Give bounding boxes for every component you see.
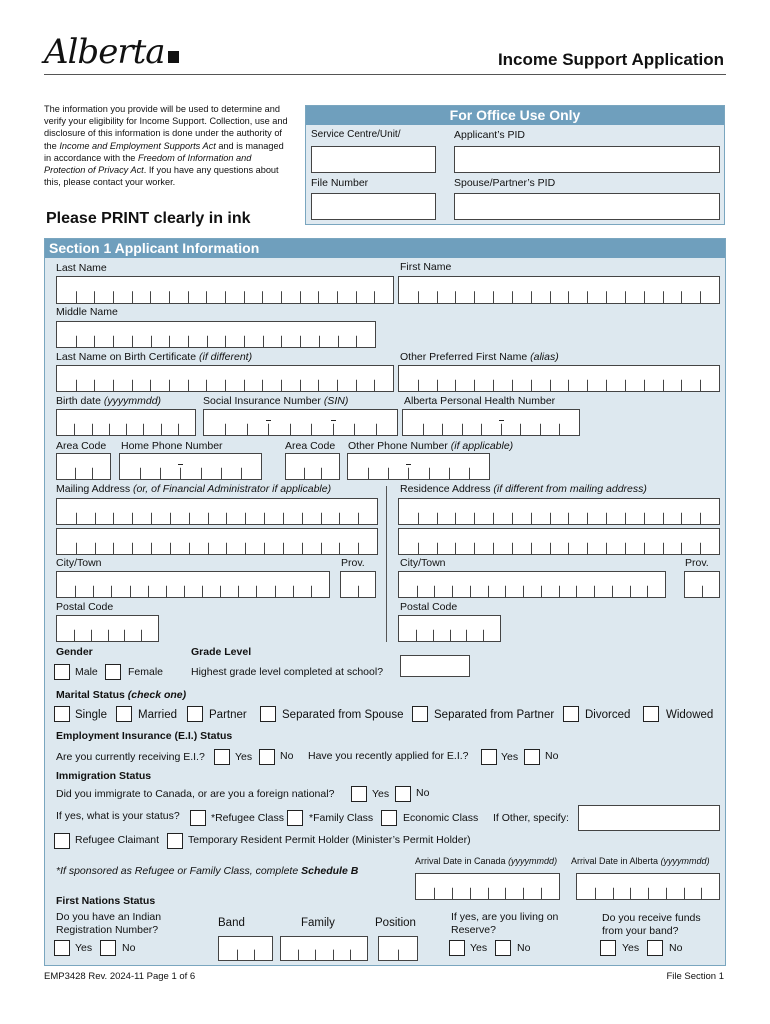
residence-address-label: Residence Address (if different from mailing address) xyxy=(400,483,647,495)
widowed-label: Widowed xyxy=(666,709,714,721)
divorced-checkbox[interactable] xyxy=(563,706,579,722)
health-number-label: Alberta Personal Health Number xyxy=(404,395,556,407)
preferred-name-field[interactable] xyxy=(398,365,720,392)
spouse-pid-field[interactable] xyxy=(454,193,720,220)
grade-question: Highest grade level completed at school? xyxy=(191,666,384,678)
comb-dividers xyxy=(399,277,719,303)
immigration-question: Did you immigrate to Canada, or are you a foreign national? xyxy=(56,788,335,800)
comb-dividers xyxy=(348,454,489,479)
refugee-class-label: *Refugee Class xyxy=(211,812,284,824)
applicant-pid-label: Applicant’s PID xyxy=(454,129,526,141)
sponsored-note: *If sponsored as Refugee or Family Class, complete Schedule B xyxy=(56,865,359,877)
mailing-address-line1[interactable] xyxy=(56,498,378,525)
funds-question-1: Do you receive funds xyxy=(602,912,701,924)
other-status-field[interactable] xyxy=(578,805,720,831)
immigration-status-label: Immigration Status xyxy=(56,770,152,782)
comb-dividers xyxy=(57,322,375,347)
partner-checkbox[interactable] xyxy=(187,706,203,722)
office-use-heading: For Office Use Only xyxy=(306,106,724,125)
refugee-class-checkbox[interactable] xyxy=(190,810,206,826)
other-area-code-field[interactable] xyxy=(285,453,340,480)
comb-dividers xyxy=(57,454,110,479)
reserve-question-2: Reserve? xyxy=(451,924,496,936)
comb-dividers xyxy=(286,454,339,479)
postal-left-label: Postal Code xyxy=(56,601,114,613)
comb-dividers xyxy=(57,572,329,597)
service-centre-label: Service Centre/Unit/ xyxy=(311,129,401,140)
widowed-checkbox[interactable] xyxy=(643,706,659,722)
comb-dividers xyxy=(399,499,719,524)
preferred-name-label: Other Preferred First Name (alias) xyxy=(400,351,559,363)
arrival-canada-label: Arrival Date in Canada (yyyymmdd) xyxy=(415,856,558,866)
divorced-label: Divorced xyxy=(585,709,631,721)
funds-question-2: from your band? xyxy=(602,925,679,937)
last-name-label: Last Name xyxy=(56,262,107,274)
prov-right-field[interactable] xyxy=(684,571,720,598)
female-checkbox[interactable] xyxy=(105,664,121,680)
birth-cert-name-field[interactable] xyxy=(56,365,394,392)
birth-date-label: Birth date (yyyymmdd) xyxy=(56,395,162,407)
file-section-label: File Section 1 xyxy=(666,971,724,982)
economic-class-checkbox[interactable] xyxy=(381,810,397,826)
comb-dividers xyxy=(403,410,579,435)
family-field[interactable] xyxy=(280,936,368,961)
applicant-pid-field[interactable] xyxy=(454,146,720,173)
female-label: Female xyxy=(128,666,164,678)
comb-dividers xyxy=(57,529,377,554)
reserve-question-1: If yes, are you living on xyxy=(451,911,559,923)
arrival-canada-field[interactable] xyxy=(415,873,560,900)
grade-level-field[interactable] xyxy=(400,655,470,677)
gender-label: Gender xyxy=(56,646,93,658)
separated-spouse-checkbox[interactable] xyxy=(260,706,276,722)
city-right-label: City/Town xyxy=(400,557,446,569)
separated-partner-label: Separated from Partner xyxy=(434,709,555,721)
temp-resident-label: Temporary Resident Permit Holder (Minister’s Permit Holder) xyxy=(188,834,471,846)
comb-dividers xyxy=(416,874,559,899)
comb-dividers xyxy=(57,410,195,435)
comb-dividers xyxy=(281,937,367,960)
ei-applied-yes-label: Yes xyxy=(501,751,519,763)
band-field[interactable] xyxy=(218,936,273,961)
male-label: Male xyxy=(75,666,98,678)
comb-dividers xyxy=(57,499,377,524)
indian-reg-yes-label: Yes xyxy=(75,942,93,954)
sin-label: Social Insurance Number (SIN) xyxy=(203,395,349,407)
ei-receiving-no-label: No xyxy=(280,750,294,762)
comb-dividers xyxy=(341,572,375,597)
section-applicant-information xyxy=(44,238,726,966)
refugee-claimant-label: Refugee Claimant xyxy=(75,834,160,846)
comb-dividers xyxy=(399,616,500,641)
comb-dividers xyxy=(120,454,261,479)
address-divider xyxy=(386,486,387,642)
band-label: Band xyxy=(218,917,245,929)
prov-left-field[interactable] xyxy=(340,571,376,598)
city-left-label: City/Town xyxy=(56,557,102,569)
funds-yes-checkbox[interactable] xyxy=(600,940,616,956)
city-left-field[interactable] xyxy=(56,571,330,598)
comb-dividers xyxy=(57,616,158,641)
home-phone-label: Home Phone Number xyxy=(121,440,223,452)
reserve-no-label: No xyxy=(517,942,531,954)
position-label: Position xyxy=(375,917,416,929)
grade-level-label: Grade Level xyxy=(191,646,252,658)
separated-partner-checkbox[interactable] xyxy=(412,706,428,722)
other-specify-label: If Other, specify: xyxy=(493,812,569,824)
comb-dividers xyxy=(57,366,393,391)
middle-name-field[interactable] xyxy=(56,321,376,348)
ei-applied-no-checkbox[interactable] xyxy=(524,749,540,765)
single-checkbox[interactable] xyxy=(54,706,70,722)
indian-reg-question-2: Registration Number? xyxy=(56,924,159,936)
comb-dividers xyxy=(685,572,719,597)
refugee-claimant-checkbox[interactable] xyxy=(54,833,70,849)
family-class-label: *Family Class xyxy=(309,812,374,824)
prov-left-label: Prov. xyxy=(341,557,365,569)
comb-dividers xyxy=(577,874,719,899)
file-number-field[interactable] xyxy=(311,193,436,220)
position-field[interactable] xyxy=(378,936,418,961)
health-number-field[interactable] xyxy=(402,409,580,436)
married-label: Married xyxy=(138,709,177,721)
spouse-pid-label: Spouse/Partner’s PID xyxy=(454,177,556,189)
ei-receiving-no-checkbox[interactable] xyxy=(259,749,275,765)
mailing-address-label: Mailing Address (or, of Financial Administrator if applicable) xyxy=(56,483,332,495)
home-phone-field[interactable] xyxy=(119,453,262,480)
section-1-heading: Section 1 Applicant Information xyxy=(45,239,725,258)
immigration-yes-checkbox[interactable] xyxy=(351,786,367,802)
alberta-logo: Alberta xyxy=(44,32,179,72)
family-class-checkbox[interactable] xyxy=(287,810,303,826)
first-nations-label: First Nations Status xyxy=(56,895,156,907)
reserve-no-checkbox[interactable] xyxy=(495,940,511,956)
service-centre-field[interactable] xyxy=(311,146,436,173)
first-name-label: First Name xyxy=(400,261,452,273)
comb-dividers xyxy=(379,937,417,960)
status-question: If yes, what is your status? xyxy=(56,810,180,822)
other-phone-label: Other Phone Number (if applicable) xyxy=(348,440,514,452)
form-identifier: EMP3428 Rev. 2024-11 Page 1 of 6 xyxy=(44,971,196,982)
male-checkbox[interactable] xyxy=(54,664,70,680)
arrival-alberta-label: Arrival Date in Alberta (yyyymmdd) xyxy=(571,856,710,866)
partner-label: Partner xyxy=(209,709,247,721)
indian-reg-yes-checkbox[interactable] xyxy=(54,940,70,956)
married-checkbox[interactable] xyxy=(116,706,132,722)
funds-no-label: No xyxy=(669,942,683,954)
last-name-field[interactable] xyxy=(56,276,394,304)
funds-no-checkbox[interactable] xyxy=(647,940,663,956)
sin-field[interactable] xyxy=(203,409,398,436)
office-use-panel xyxy=(305,105,725,225)
funds-yes-label: Yes xyxy=(622,942,640,954)
mailing-address-line2[interactable] xyxy=(56,528,378,555)
comb-dividers xyxy=(399,529,719,554)
ei-receiving-yes-label: Yes xyxy=(235,751,253,763)
birth-date-field[interactable] xyxy=(56,409,196,436)
immigration-no-checkbox[interactable] xyxy=(395,786,411,802)
title-divider xyxy=(44,74,726,75)
other-area-code-label: Area Code xyxy=(285,440,336,452)
city-right-field[interactable] xyxy=(398,571,666,598)
reserve-yes-checkbox[interactable] xyxy=(449,940,465,956)
indian-reg-no-checkbox[interactable] xyxy=(100,940,116,956)
postal-right-field[interactable] xyxy=(398,615,501,642)
temp-resident-checkbox[interactable] xyxy=(167,833,183,849)
arrival-alberta-field[interactable] xyxy=(576,873,720,900)
area-code-label: Area Code xyxy=(56,440,107,452)
marital-status-label: Marital Status (check one) xyxy=(56,689,187,701)
comb-dividers xyxy=(204,410,397,435)
privacy-notice: The information you provide will be used to determine and verify your eligibility for Income Support. Collection, use and disclosure of this information is done under the authority of the Income and Employment Supports Act and is managed in accordance with the Freedom of Information and Protection of Privacy Act. If you have any questions about this, please contact your worker. xyxy=(44,104,288,188)
single-label: Single xyxy=(75,709,107,721)
file-number-label: File Number xyxy=(311,177,369,189)
postal-left-field[interactable] xyxy=(56,615,159,642)
economic-class-label: Economic Class xyxy=(403,812,479,824)
comb-dividers xyxy=(219,937,272,960)
comb-dividers xyxy=(57,277,393,303)
prov-right-label: Prov. xyxy=(685,557,709,569)
immigration-no-label: No xyxy=(416,787,430,799)
ei-status-label: Employment Insurance (E.I.) Status xyxy=(56,730,233,742)
immigration-yes-label: Yes xyxy=(372,788,390,800)
comb-dividers xyxy=(399,572,665,597)
document-title: Income Support Application xyxy=(497,50,724,69)
first-name-field[interactable] xyxy=(398,276,720,304)
ei-applied-no-label: No xyxy=(545,750,559,762)
family-label: Family xyxy=(301,917,335,929)
middle-name-label: Middle Name xyxy=(56,306,118,318)
separated-spouse-label: Separated from Spouse xyxy=(282,709,404,721)
ei-applied-question: Have you recently applied for E.I.? xyxy=(308,750,469,762)
birth-cert-name-label: Last Name on Birth Certificate (if different) xyxy=(56,351,253,363)
logo-mark-icon xyxy=(168,51,179,63)
residence-address-line2[interactable] xyxy=(398,528,720,555)
ei-applied-yes-checkbox[interactable] xyxy=(481,749,497,765)
indian-reg-question-1: Do you have an Indian xyxy=(56,911,162,923)
area-code-field[interactable] xyxy=(56,453,111,480)
residence-address-line1[interactable] xyxy=(398,498,720,525)
indian-reg-no-label: No xyxy=(122,942,136,954)
other-phone-field[interactable] xyxy=(347,453,490,480)
print-notice: Please PRINT clearly in ink xyxy=(46,210,251,227)
ei-receiving-yes-checkbox[interactable] xyxy=(214,749,230,765)
ei-receiving-question: Are you currently receiving E.I.? xyxy=(56,751,205,763)
postal-right-label: Postal Code xyxy=(400,601,458,613)
reserve-yes-label: Yes xyxy=(470,942,488,954)
comb-dividers xyxy=(399,366,719,391)
